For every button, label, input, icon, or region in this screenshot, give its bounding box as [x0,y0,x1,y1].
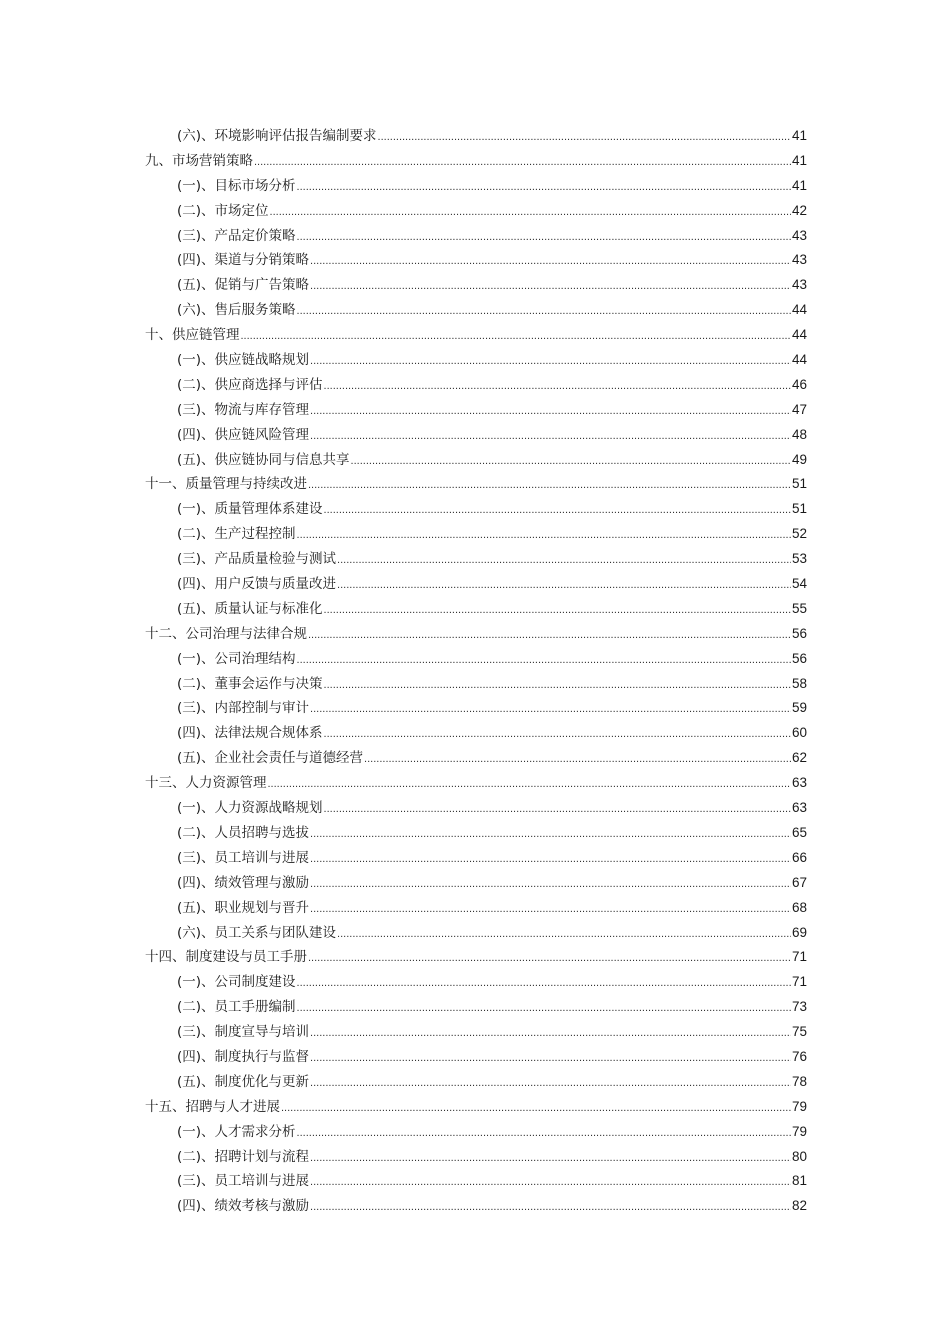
toc-dot-leader [310,274,791,299]
toc-entry-title: (五)、制度优化与更新 [177,1073,310,1090]
toc-section-entry[interactable] [145,572,807,597]
toc-section-entry[interactable] [145,199,807,224]
toc-page-number: 80 [791,1148,807,1164]
toc-dot-leader [268,772,791,797]
toc-section-entry[interactable] [145,896,807,921]
toc-page-number: 79 [791,1098,807,1114]
toc-dot-leader [324,673,791,698]
toc-entry-title: (三)、员工培训与进展 [177,849,310,866]
toc-page-number: 51 [791,501,807,517]
toc-entry-title: (六)、员工关系与团队建设 [177,924,337,941]
toc-section-entry[interactable] [145,1194,807,1219]
toc-page-number: 47 [791,401,807,417]
toc-entry-title: 九、市场营销策略 [145,152,253,169]
toc-page-number: 63 [791,800,807,816]
toc-chapter-entry[interactable] [145,323,807,348]
toc-section-entry[interactable] [145,224,807,249]
toc-entry-title: (五)、供应链协同与信息共享 [177,451,350,468]
toc-page-number: 44 [791,327,807,343]
toc-page-number: 75 [791,1024,807,1040]
toc-entry-title: (三)、制度宣导与培训 [177,1024,310,1041]
toc-entry-title: (一)、目标市场分析 [177,177,296,194]
toc-page-number: 56 [791,625,807,641]
toc-page-number: 41 [791,152,807,168]
toc-page-number: 52 [791,526,807,542]
toc-page-number: 51 [791,476,807,492]
toc-page-number: 48 [791,426,807,442]
toc-section-entry[interactable] [145,1169,807,1194]
toc-section-entry[interactable] [145,298,807,323]
toc-section-entry[interactable] [145,647,807,672]
toc-page-number: 69 [791,924,807,940]
toc-section-entry[interactable] [145,1070,807,1095]
toc-page-number: 43 [791,277,807,293]
toc-section-entry[interactable] [145,1120,807,1145]
toc-dot-leader [324,598,791,623]
toc-dot-leader [310,1071,791,1096]
toc-page-number: 55 [791,600,807,616]
toc-page-number: 71 [791,974,807,990]
toc-entry-title: (四)、供应链风险管理 [177,426,310,443]
toc-page-number: 46 [791,376,807,392]
toc-dot-leader [310,1021,791,1046]
toc-entry-title: 十三、人力资源管理 [145,775,267,792]
toc-dot-leader [310,847,791,872]
toc-dot-leader [364,747,791,772]
toc-dot-leader [310,1170,791,1195]
toc-chapter-entry[interactable] [145,472,807,497]
toc-dot-leader [241,324,791,349]
toc-page-number: 53 [791,551,807,567]
toc-dot-leader [308,946,791,971]
toc-section-entry[interactable] [145,1045,807,1070]
toc-page-number: 56 [791,650,807,666]
toc-dot-leader [297,523,791,548]
toc-entry-title: (五)、质量认证与标准化 [177,600,323,617]
toc-section-entry[interactable] [145,597,807,622]
toc-chapter-entry[interactable] [145,771,807,796]
toc-entry-title: (三)、产品定价策略 [177,227,296,244]
toc-page-number: 65 [791,824,807,840]
toc-dot-leader [310,1046,791,1071]
toc-section-entry[interactable] [145,921,807,946]
toc-dot-leader [310,872,791,897]
toc-entry-title: (二)、生产过程控制 [177,526,296,543]
toc-entry-title: (三)、内部控制与审计 [177,700,310,717]
toc-section-entry[interactable] [145,497,807,522]
toc-entry-title: 十、供应链管理 [145,327,240,344]
toc-dot-leader [310,424,791,449]
toc-entry-title: (三)、员工培训与进展 [177,1173,310,1190]
toc-dot-leader [324,374,791,399]
toc-dot-leader [297,996,791,1021]
toc-chapter-entry[interactable] [145,149,807,174]
toc-section-entry[interactable] [145,448,807,473]
toc-dot-leader [324,722,791,747]
toc-entry-title: (四)、制度执行与监督 [177,1048,310,1065]
toc-section-entry[interactable] [145,547,807,572]
toc-dot-leader [337,573,791,598]
toc-dot-leader [308,473,791,498]
toc-dot-leader [297,971,791,996]
toc-dot-leader [270,200,791,225]
toc-dot-leader [297,1121,791,1146]
toc-dot-leader [310,697,791,722]
toc-entry-title: (五)、促销与广告策略 [177,277,310,294]
toc-section-entry[interactable] [145,721,807,746]
toc-dot-leader [378,125,791,150]
toc-page-number: 59 [791,700,807,716]
toc-page-number: 54 [791,576,807,592]
toc-page-number: 76 [791,1048,807,1064]
toc-section-entry[interactable] [145,796,807,821]
toc-page-number: 68 [791,899,807,915]
toc-section-entry[interactable] [145,672,807,697]
toc-dot-leader [351,449,791,474]
toc-entry-title: (一)、公司治理结构 [177,650,296,667]
toc-entry-title: (四)、绩效管理与激励 [177,874,310,891]
toc-section-entry[interactable] [145,423,807,448]
toc-section-entry[interactable] [145,871,807,896]
toc-entry-title: (四)、用户反馈与质量改进 [177,576,337,593]
toc-section-entry[interactable] [145,348,807,373]
toc-dot-leader [310,897,791,922]
toc-page-number: 44 [791,302,807,318]
table-of-contents [145,124,807,1219]
toc-page-number: 42 [791,202,807,218]
toc-page-number: 60 [791,725,807,741]
toc-section-entry[interactable] [145,821,807,846]
toc-dot-leader [310,1195,791,1220]
toc-chapter-entry[interactable] [145,622,807,647]
toc-entry-title: 十五、招聘与人才进展 [145,1098,280,1115]
toc-entry-title: 十一、质量管理与持续改进 [145,476,307,493]
toc-page-number: 41 [791,177,807,193]
toc-section-entry[interactable] [145,522,807,547]
toc-entry-title: (四)、绩效考核与激励 [177,1198,310,1215]
toc-dot-leader [297,225,791,250]
toc-entry-title: (二)、市场定位 [177,202,269,219]
toc-page-number: 78 [791,1073,807,1089]
toc-section-entry[interactable] [145,746,807,771]
toc-section-entry[interactable] [145,273,807,298]
toc-dot-leader [310,349,791,374]
toc-section-entry[interactable] [145,373,807,398]
toc-page-number: 67 [791,874,807,890]
toc-chapter-entry[interactable] [145,1095,807,1120]
toc-section-entry[interactable] [145,846,807,871]
toc-dot-leader [337,922,791,947]
toc-section-entry[interactable] [145,970,807,995]
toc-dot-leader [310,822,791,847]
toc-entry-title: (六)、环境影响评估报告编制要求 [177,128,377,144]
toc-entry-title: (一)、人力资源战略规划 [177,800,323,817]
toc-page-number: 73 [791,999,807,1015]
toc-section-entry[interactable] [145,398,807,423]
toc-entry-title: (二)、供应商选择与评估 [177,376,323,393]
toc-dot-leader [254,150,791,175]
toc-dot-leader [297,175,791,200]
toc-section-entry[interactable] [145,124,807,149]
toc-entry-title: (四)、渠道与分销策略 [177,252,310,269]
toc-chapter-entry[interactable] [145,945,807,970]
toc-dot-leader [324,797,791,822]
toc-page-number: 81 [791,1173,807,1189]
toc-section-entry[interactable] [145,248,807,273]
toc-dot-leader [297,299,791,324]
toc-dot-leader [310,1146,791,1171]
toc-entry-title: (五)、企业社会责任与道德经营 [177,750,364,767]
toc-page-number: 58 [791,675,807,691]
toc-entry-title: (二)、董事会运作与决策 [177,675,323,692]
toc-entry-title: 十四、制度建设与员工手册 [145,949,307,966]
toc-entry-title: (二)、人员招聘与选拔 [177,824,310,841]
toc-entry-title: (一)、供应链战略规划 [177,352,310,369]
toc-section-entry[interactable] [145,1020,807,1045]
toc-entry-title: (三)、产品质量检验与测试 [177,551,337,568]
toc-page-number: 71 [791,949,807,965]
toc-section-entry[interactable] [145,696,807,721]
toc-page-number: 41 [791,128,807,143]
toc-page-number: 66 [791,849,807,865]
toc-section-entry[interactable] [145,174,807,199]
toc-entry-title: (五)、职业规划与晋升 [177,899,310,916]
toc-page-number: 82 [791,1198,807,1214]
toc-entry-title: (三)、物流与库存管理 [177,401,310,418]
toc-page-number: 63 [791,775,807,791]
toc-entry-title: (一)、人才需求分析 [177,1123,296,1140]
toc-page-number: 79 [791,1123,807,1139]
toc-dot-leader [324,498,791,523]
toc-page-number: 43 [791,227,807,243]
toc-dot-leader [310,399,791,424]
toc-page-number: 49 [791,451,807,467]
toc-dot-leader [337,548,791,573]
toc-section-entry[interactable] [145,1145,807,1170]
toc-dot-leader [281,1096,791,1121]
toc-section-entry[interactable] [145,995,807,1020]
toc-dot-leader [308,623,791,648]
toc-entry-title: (六)、售后服务策略 [177,302,296,319]
toc-dot-leader [297,648,791,673]
toc-dot-leader [310,249,791,274]
toc-entry-title: (二)、员工手册编制 [177,999,296,1016]
toc-entry-title: 十二、公司治理与法律合规 [145,625,307,642]
toc-page-number: 44 [791,352,807,368]
toc-page-number: 62 [791,750,807,766]
toc-entry-title: (一)、公司制度建设 [177,974,296,991]
toc-page-number: 43 [791,252,807,268]
toc-entry-title: (四)、法律法规合规体系 [177,725,323,742]
toc-entry-title: (二)、招聘计划与流程 [177,1148,310,1165]
toc-entry-title: (一)、质量管理体系建设 [177,501,323,518]
